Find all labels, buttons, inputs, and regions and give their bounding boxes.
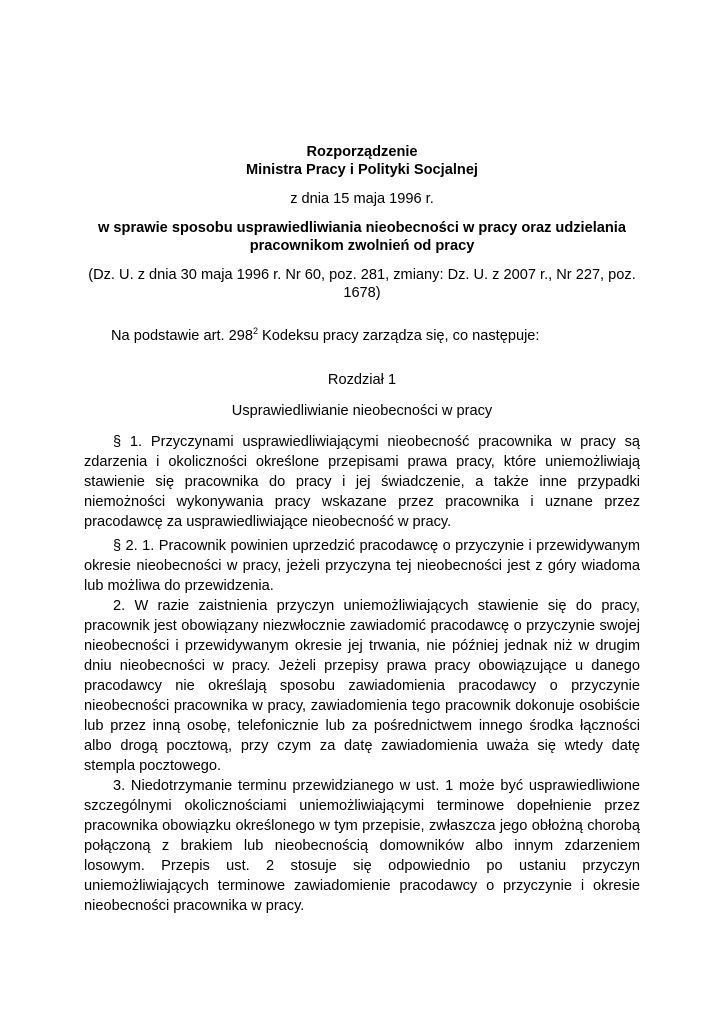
legal-basis bbox=[111, 327, 539, 345]
document-type: Rozporządzenie bbox=[306, 144, 418, 160]
section-2-paragraph-1: § 2. 1. Pracownik powinien uprzedzić pracodawcę o przyczynie i przewidywanym okresie nieobecności w pracy, jeżeli przyczyna tej nieobecności jest z góry wiadoma lub możliwa do przewidzenia. bbox=[84, 538, 640, 594]
section-1-text: § 1. Przyczynami usprawiedliwiającymi nieobecność pracownika w pracy są zdarzenia i okoliczności określone przepisami prawa pracy, które uniemożliwiają stawienie się pracownika do pracy i jej świadczenie, a także inne przypadki niemożności wykonywania pracy wskazane przez pracownika i uznane przez pracodawcę za usprawiedliwiające nieobecność w pracy. bbox=[84, 434, 640, 530]
section-2-paragraph-3: 3. Niedotrzymanie terminu przewidzianego w ust. 1 może być usprawiedliwione szczególnymi okolicznościami uniemożliwiającymi terminowe dopełnienie przez pracownika obowiązku określonego w tym przepisie, zwłaszcza jego obłożną chorobą połączoną z brakiem lub nieobecnością domowników albo innym zdarzeniem losowym. Przepis ust. 2 stosuje się odpowiednio po ustaniu przyczyn uniemożliwiających terminowe zawiadomienie pracodawcy o przyczynie i okresie nieobecności pracownika w pracy. bbox=[84, 778, 640, 914]
chapter-title: Usprawiedliwianie nieobecności w pracy bbox=[231, 403, 493, 419]
issuer: Ministra Pracy i Polityki Socjalnej bbox=[246, 162, 478, 178]
publication-line-1: (Dz. U. z dnia 30 maja 1996 r. Nr 60, poz. 281, zmiany: Dz. U. z 2007 r., Nr 227, poz. bbox=[88, 267, 636, 283]
publication-line-2: 1678) bbox=[343, 285, 381, 301]
subject-line-1: w sprawie sposobu usprawiedliwiania nieobecności w pracy oraz udzielania bbox=[98, 220, 626, 236]
section-2 bbox=[84, 536, 640, 916]
legal-basis-text-end: Kodeksu pracy zarządza się, co następuje: bbox=[257, 328, 540, 344]
legal-basis-text: Na podstawie art. 298 bbox=[111, 328, 253, 344]
document-date: z dnia 15 maja 1996 r. bbox=[290, 191, 434, 207]
legal-basis-superscript: 2 bbox=[252, 326, 258, 336]
chapter-number: Rozdział 1 bbox=[327, 372, 397, 388]
section-2-paragraph-2: 2. W razie zaistnienia przyczyn uniemożliwiających stawienie się do pracy, pracownik jest obowiązany niezwłocznie zawiadomić pracodawcę o przyczynie swojej nieobecności i przewidywanym okresie jej trwania, nie później jednak niż w drugim dniu nieobecności w pracy. Jeżeli przepisy prawa pracy obowiązujące u danego pracodawcy nie określają sposobu zawiadomienia pracodawcy o przyczynie nieobecności pracownika w pracy, zawiadomienia tego pracownik dokonuje osobiście lub przez inną osobę, telefonicznie lub za pośrednictwem innego środka łączności albo drogą pocztową, przy czym za datę zawiadomienia uważa się wtedy datę stempla pocztowego. bbox=[84, 598, 640, 774]
subject-line-2: pracownikom zwolnień od pracy bbox=[249, 238, 475, 254]
section-1 bbox=[84, 432, 640, 532]
